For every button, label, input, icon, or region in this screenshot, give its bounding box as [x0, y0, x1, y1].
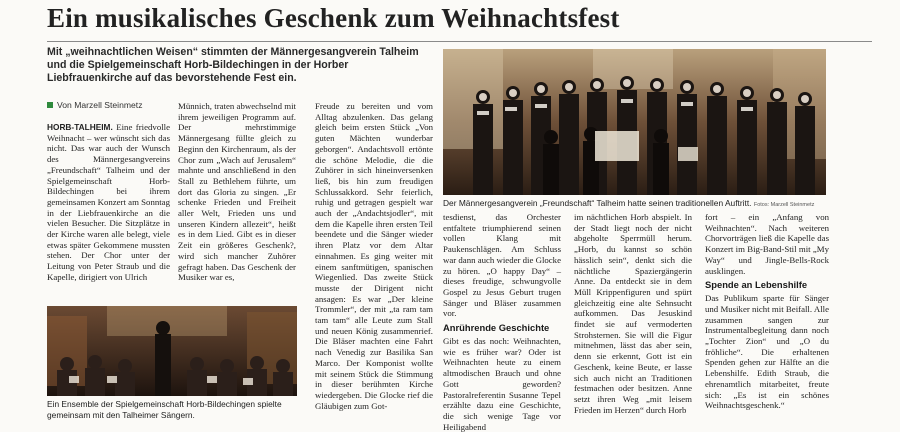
choir-photo: [443, 49, 826, 195]
dateline: HORB-TALHEIM.: [47, 122, 113, 132]
column-5-text: im nächtlichen Horb abspielt. In der Stadt liegt noch der nicht abgeholte Sperrmüll herum. „Horb, du kannst so schön hässlich sein“, denkt sich die nächtliche Spaziergängerin Anne. Da entdeckt sie in dem Müll Krippenfiguren und spürt gleichzeitig eine alte Sehnsucht aufkommen. Das Jesuskind findet sie auf vermoderten Strohsternen. Sie will die Figur mitnehmen, lässt das aber sein, denn sie erkennt, Gott ist ein Geschenk, keine Beute, er lasse sich auch nicht an Traditionen festmachen oder besitzen. Anne setzt ihren Weg „mit leisem Frieden im Herzen“ durch Horb: [574, 212, 692, 415]
column-6-text: fort – ein „Anfang von Weihnachten“. Nach weiteren Chorvorträgen ließ die Kapelle das Konzert im Big-Band-Stil mit „My Way“ und Jingle-Bells-Rock ausklingen.: [705, 212, 829, 276]
article-column-1: [47, 122, 170, 304]
ensemble-photo: [47, 306, 297, 396]
column-1-text: Eine friedvolle Weihnacht – wer wünscht sich das nicht. Das war auch der Wunsch des Männergesangvereins „Freundschaft“ Talheim und der Spielgemeinschaft Horb-Bildechingen bei ihrem gemeinsamen Konzert am Sonntag in der Liebfrauenkirche an die vielen Besucher. Die Sitzplätze in der Kirche waren alle belegt, viele etwas später Gekommene mussten stehen. Der Chor unter der Leitung von Peter Straub und die Kapelle, dirigiert von Ulrich: [47, 122, 171, 282]
column-4-text-2: Gibt es das noch: Weihnachten, wie es früher war? Oder ist Weihnachten heute zu einem altmodischen Brauch und ohne Gott geworden? Pastoralreferentin Susanne Tepel erzählte dazu eine Geschichte, die sich wenige Tage vor Heiligabend: [443, 336, 561, 432]
photo-credit: Fotos: Marzell Steinmetz: [753, 202, 815, 208]
column-6-text-2: Das Publikum sparte für Sänger und Musiker nicht mit Beifall. Alle zusammen sangen zur Instrumentalbegleitung dann noch „Tochter Zion“ und „O du fröhliche“. Die erhaltenen Spenden gehen zur Hälfte an die Lebenshilfe. Edith Straub, die ehrenamtlich mitarbeitet, freute sich: „Es ist ein schönes Weihnachtsgeschenk.“: [705, 293, 829, 411]
column-4-text: tesdienst, das Orchester entfaltete triumphierend seinen vollen Klang mit Paukenschlägen. Am Schluss war dann auch wieder die Glocke zu hören. „O happy Day“ – dieses freudige, schwungvolle Gospel zu Jesus Geburt trugen Sänger und Bläser zusammen vor.: [443, 212, 561, 319]
article-column-2: [178, 101, 296, 304]
article-column-6: [705, 212, 829, 423]
column-2-text: Münnich, traten abwechselnd mit ihrem jeweiligen Programm auf. Der mehrstimmige Männergesang füllte gleich zu Beginn den Kirchenraum, als der Chor zum „Wach auf Jerusalem“ mahnte und anschließend in den Stall zu Bethlehem führte, um dort das Gloria zu singen. „Er schenke Frieden und Freiheit aller Welt, Frieden uns und unseren Kindern allezeit“, heißt es in dem Lied. Gibt es in dieser Zeit ein größeres Geschenk?, wird sich mancher Zuhörer gefragt haben. Das Geschenk der Musiker war es,: [178, 101, 296, 283]
byline-marker-icon: [47, 102, 53, 108]
article-column-4: [443, 212, 561, 432]
subheading-anruehrende-geschichte: Anrührende Geschichte: [443, 322, 550, 334]
article-column-5: [574, 212, 692, 423]
subheadline: Mit „weihnachtlichen Weisen“ stimmten der Männergesangverein Talheim und die Spielgemeinschaft Horb-Bildechingen in der Horber Liebfrauenkirche auf das bevorstehende Fest ein.: [47, 46, 419, 85]
headline: Ein musikalisches Geschenk zum Weihnachtsfest: [47, 3, 620, 33]
subheading-spende-an-lebenshilfe: Spende an Lebenshilfe: [705, 279, 808, 291]
column-3-text: Freude zu bereiten und vom Alltag abzulenken. Das gelang gleich beim ersten Stück „Von guten Mächten wunderbar geborgen“. Andachtsvoll ertönte die schöne Melodie, die die Zuhörer in sich hineinversenken ließ, bis hin zum freudigen Schlussakkord. Sehr feierlich, ruhig und getragen gespielt war auch der „Andachtsjodler“, mit dem die Kapelle ihren ersten Teil beendete und die Sänger wieder ihren Platz vor dem Altar einnahmen. Es ging weiter mit einem sanftmütigen, spanischen Wiegenlied. Das zweite Stück musste der Dirigent nicht ansagen: Es war „Der kleine Trommler“, der mit „ta ram tam tam tam“ alle Leute zum Stall und neuen König zusammenrief. Die Bläser machten eine Fahrt nach Venedig zur Basilika San Marco. Der Komponist wollte mit seinem Stück die Stimmung in dieser berühmten Kirche wiedergeben. Die Glocke rief die Gläubigen zum Got-: [315, 101, 433, 411]
ensemble-photo-caption: Ein Ensemble der Spielgemeinschaft Horb-Bildechingen spielte gemeinsam mit den Talheimer Sängern.: [47, 399, 282, 420]
article-column-3: [315, 101, 433, 423]
byline-text: Von Marzell Steinmetz: [57, 100, 143, 110]
headline-rule: [47, 41, 872, 42]
choir-photo-caption: [443, 198, 843, 211]
byline: [47, 100, 143, 110]
choir-photo-caption-text: Der Männergesangverein „Freundschaft“ Talheim hatte seinen traditionellen Auftritt.: [443, 198, 752, 208]
